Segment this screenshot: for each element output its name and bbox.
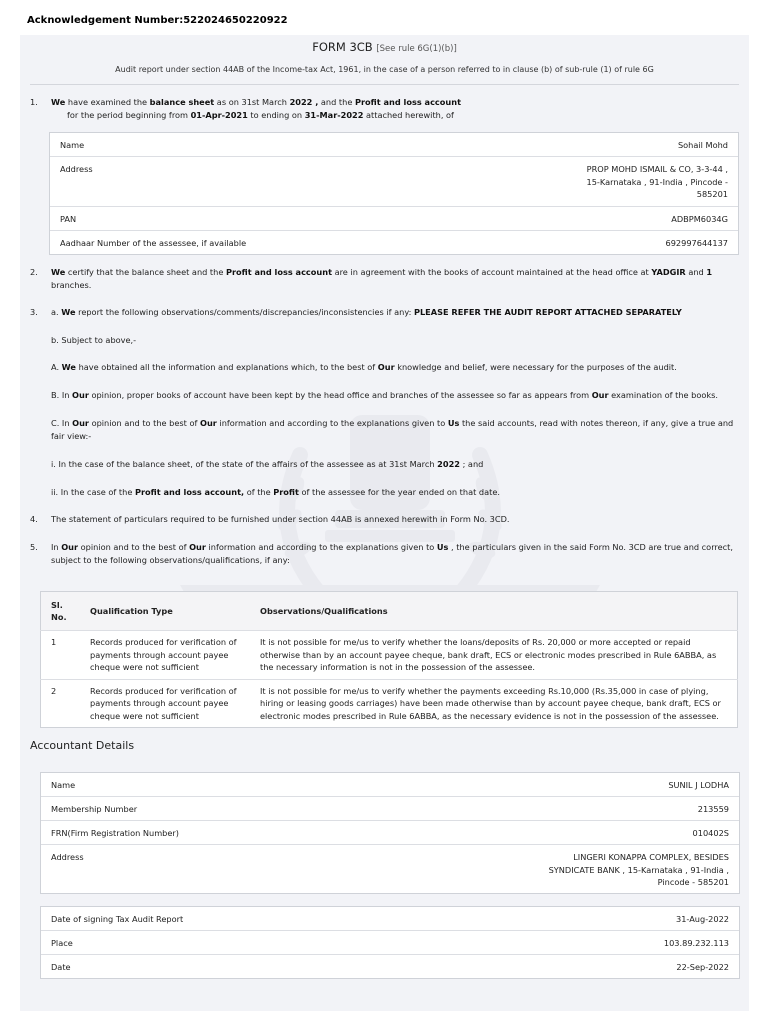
qualifications-header-row <box>41 592 738 631</box>
accountant-address-row <box>41 845 739 893</box>
form-number: FORM 3CB <box>312 40 373 54</box>
row-sl-no: 2 <box>51 685 57 696</box>
assessee-aadhaar-row <box>50 231 738 254</box>
place-label: Place <box>51 938 73 948</box>
pan-label: PAN <box>60 214 77 224</box>
membership-value: 213559 <box>697 804 729 814</box>
para-5-number: 5. <box>30 542 38 552</box>
form-panel <box>20 35 749 1011</box>
place-row <box>41 931 739 955</box>
aadhaar-label: Aadhaar Number of the assessee, if available <box>60 238 247 248</box>
frn-label: FRN(Firm Registration Number) <box>51 828 179 838</box>
para-3-B: B. In Our opinion, proper books of account have been kept by the head office and branches of the assessee so far as appears from Our examination of the books. <box>51 390 718 400</box>
frn-value: 010402S <box>692 828 729 838</box>
form-subtitle: Audit report under section 44AB of the Income-tax Act, 1961, in the case of a person referred to in clause (b) of sub-rule (1) of rule 6G <box>115 65 654 74</box>
frn-row <box>41 821 739 845</box>
qualifications-table <box>40 591 738 728</box>
accountant-details-heading: Accountant Details <box>30 739 135 752</box>
para-2-number: 2. <box>30 267 38 277</box>
para-3-A: A. We have obtained all the information and explanations which, to the best of Our knowledge and belief, were necessary for the purposes of the audit. <box>51 362 677 372</box>
table-row <box>41 631 738 680</box>
table-row <box>41 679 738 728</box>
date-row <box>41 955 739 978</box>
acknowledgement-number: Acknowledgement Number:522024650220922 <box>27 15 288 26</box>
row-sl-no: 1 <box>41 631 81 680</box>
membership-label: Membership Number <box>51 804 138 814</box>
assessee-address-label: Address <box>60 164 93 174</box>
para-4: The statement of particulars required to be furnished under section 44AB is annexed herewith in Form No. 3CD. <box>51 514 510 524</box>
para-3a: a. We report the following observations/comments/discrepancies/inconsistencies if any: PLEASE REFER THE AUDIT REPORT ATTACHED SEPARATELY <box>51 307 682 317</box>
signing-date-label: Date of signing Tax Audit Report <box>51 914 184 924</box>
assessee-details-table <box>49 132 739 255</box>
row-observation: It is not possible for me/us to verify whether the payments exceeding Rs.10,000 (Rs.35,000 in case of plying, hiring or leasing goods carriages) have been made otherwise than by account payee cheque, bank draft, ECS or electronic modes prescribed in Rule 6ABBA, as the necessary evidence is not in the possession of the assessee. <box>260 685 721 721</box>
para-3-number: 3. <box>30 307 38 317</box>
para-3-i: i. In the case of the balance sheet, of the state of the affairs of the assessee as at 31st March 2022 ; and <box>51 459 484 469</box>
col-header-sl-no: Sl. No. <box>41 592 81 631</box>
accountant-name-row <box>41 773 739 797</box>
para-3-C: C. In Our opinion and to the best of Our information and according to the explanations given to Us the said accounts, read with notes thereon, if any, give a true and fair view:- <box>51 418 734 441</box>
assessee-address-row <box>50 157 738 207</box>
para-4-number: 4. <box>30 514 38 524</box>
para-5: In Our opinion and to the best of Our information and according to the explanations given to Us , the particulars given in the said Form No. 3CD are true and correct, subject to the following observations/qualifications, if any: <box>51 542 733 565</box>
place-value: 103.89.232.113 <box>663 938 729 948</box>
para-1: We have examined the balance sheet as on 31st March 2022 , and the Profit and loss account for the period beginning from 01-Apr-2021 to ending on 31-Mar-2022 attached herewith, of <box>51 97 461 120</box>
signing-details-table <box>40 906 740 979</box>
accountant-address-value: LINGERI KONAPPA COMPLEX, BESIDES SYNDICATE BANK , 15-Karnataka , 91-India , Pincode - 585201 <box>548 852 729 887</box>
pan-value: ADBPM6034G <box>671 214 728 224</box>
para-3b: b. Subject to above,- <box>51 335 137 345</box>
para-3-ii: ii. In the case of the Profit and loss account, of the Profit of the assessee for the year ended on that date. <box>51 487 500 497</box>
col-header-qualification-type: Qualification Type <box>80 592 250 631</box>
accountant-address-label: Address <box>51 852 84 862</box>
form-rule: [See rule 6G(1)(b)] <box>376 44 457 54</box>
assessee-name-label: Name <box>60 140 85 150</box>
row-qualification-type: Records produced for verification of payments through account payee cheque were not sufficient <box>80 631 250 680</box>
para-2: We certify that the balance sheet and the Profit and loss account are in agreement with the books of account maintained at the head office at YADGIR and 1 branches. <box>51 267 713 290</box>
assessee-address-value: PROP MOHD ISMAIL & CO, 3-3-44 , 15-Karnataka , 91-India , Pincode - 585201 <box>586 164 728 199</box>
date-value: 22-Sep-2022 <box>676 962 729 972</box>
col-header-observations: Observations/Qualifications <box>250 592 738 631</box>
signing-date-row <box>41 907 739 931</box>
assessee-name-value: Sohail Mohd <box>677 140 728 150</box>
signing-date-value: 31-Aug-2022 <box>676 914 729 924</box>
divider <box>30 84 739 85</box>
row-observation: It is not possible for me/us to verify whether the loans/deposits of Rs. 20,000 or more accepted or repaid otherwise than by an account payee cheque, bank draft, ECS or electronic modes prescribed in Rule 6ABBA, as the necessary information is not in the possession of the assessee. <box>250 631 738 680</box>
assessee-pan-row <box>50 207 738 231</box>
accountant-name-label: Name <box>51 780 76 790</box>
membership-row <box>41 797 739 821</box>
aadhaar-value: 692997644137 <box>665 238 728 248</box>
accountant-details-table <box>40 772 740 894</box>
form-title <box>20 41 749 56</box>
accountant-name-value: SUNIL J LODHA <box>668 780 729 790</box>
para-1-number: 1. <box>30 97 38 107</box>
date-label: Date <box>51 962 71 972</box>
assessee-name-row <box>50 133 738 157</box>
row-qualification-type: Records produced for verification of payments through account payee cheque were not sufficient <box>90 685 237 721</box>
